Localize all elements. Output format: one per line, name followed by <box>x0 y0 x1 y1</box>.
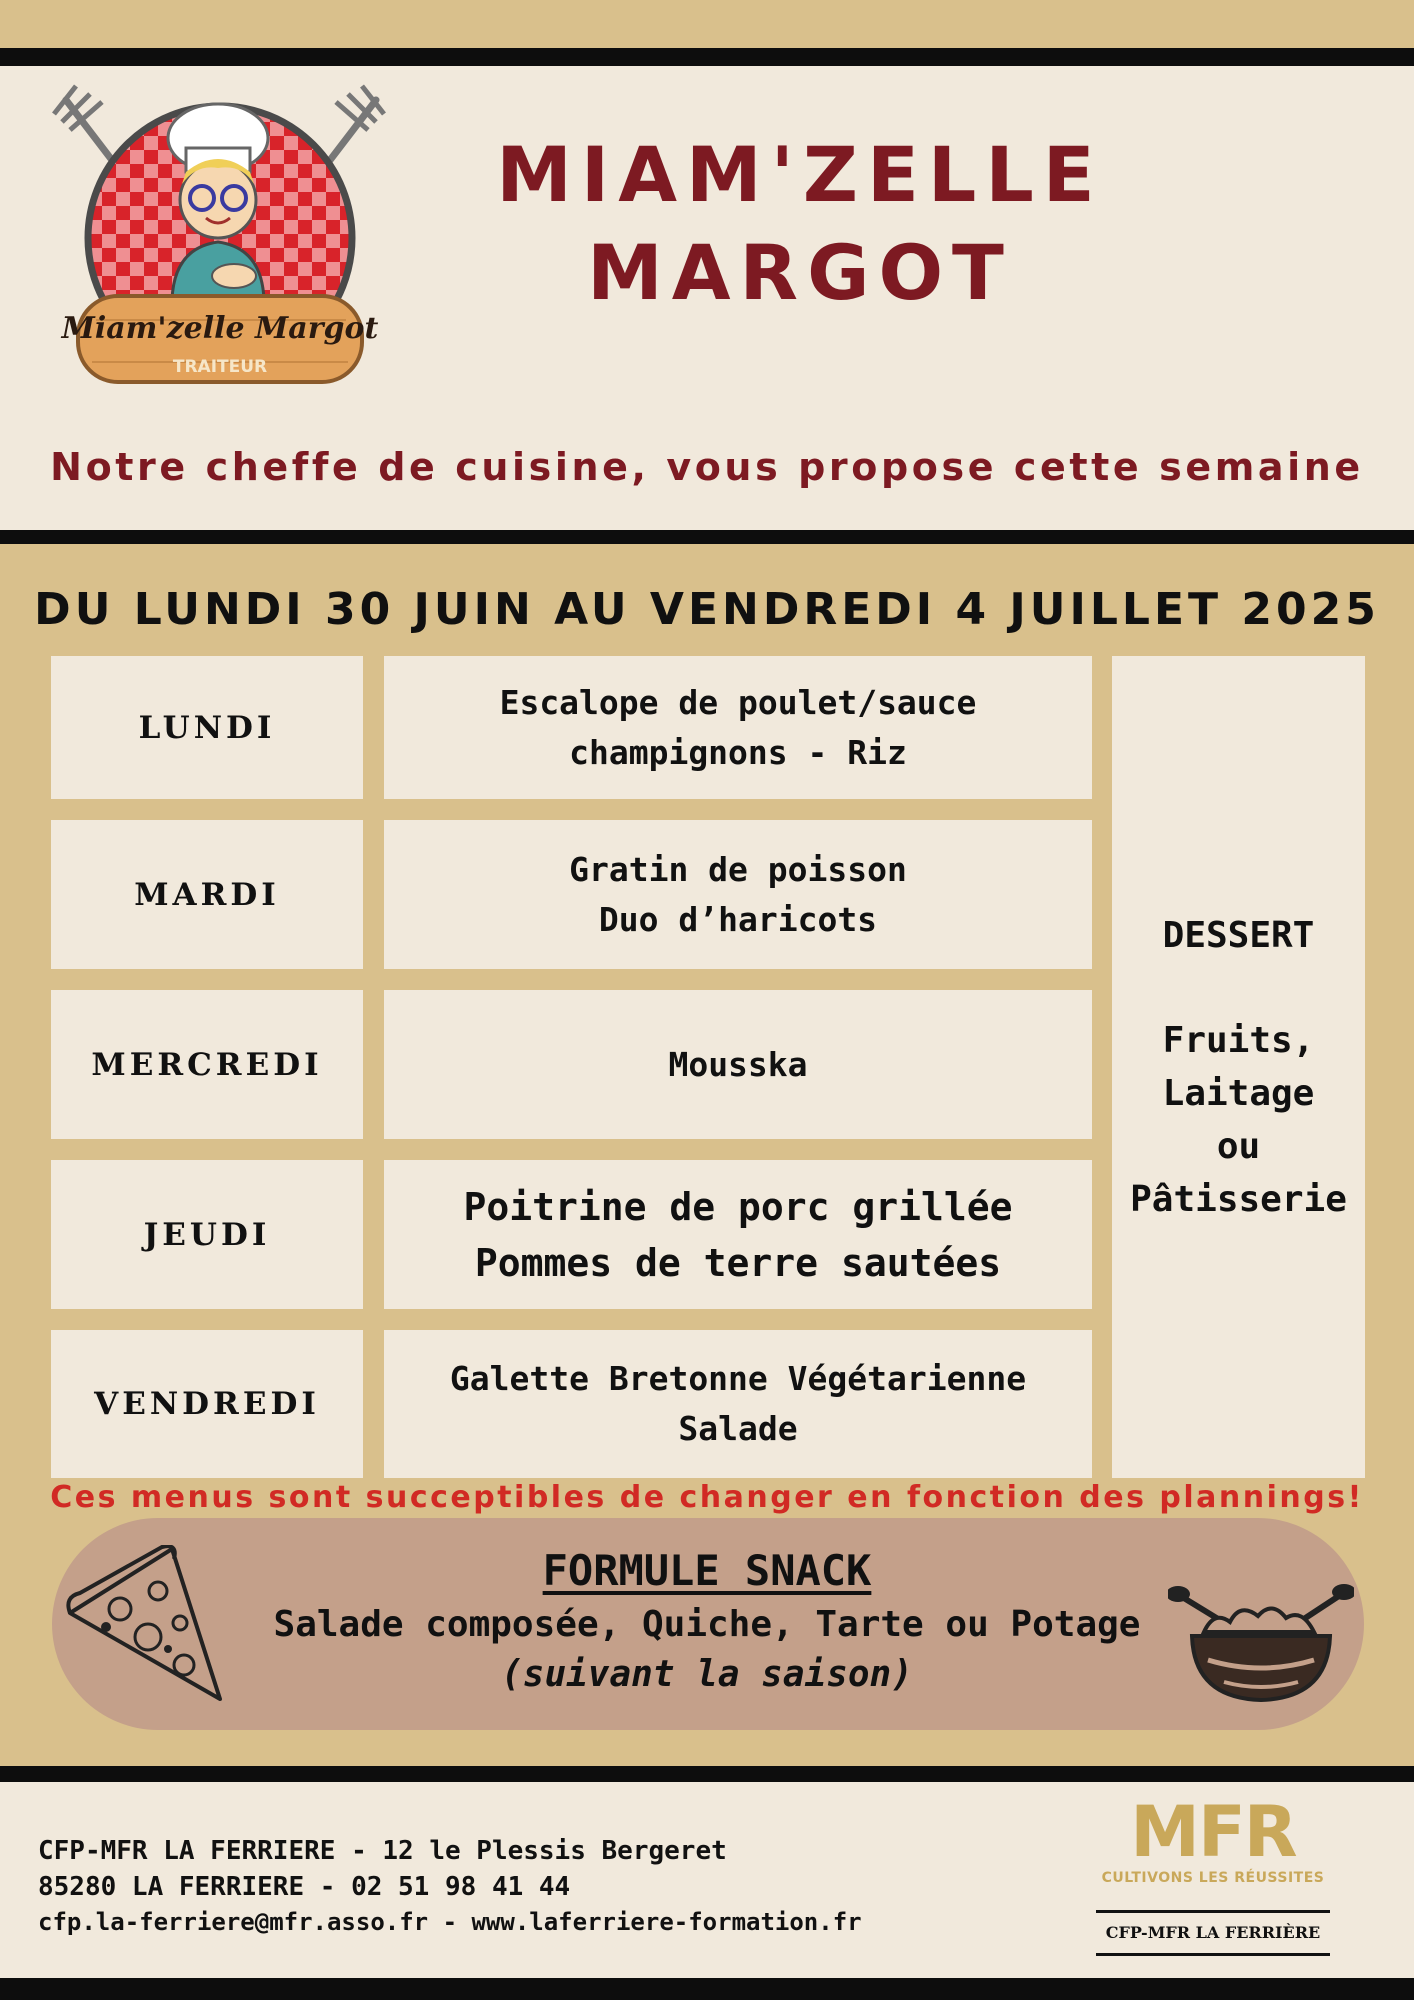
svg-text:Miam'zelle Margot: Miam'zelle Margot <box>61 311 379 346</box>
dessert-item: Laitage <box>1162 1072 1315 1114</box>
dish-line: Galette Bretonne Végétarienne <box>449 1359 1027 1398</box>
dessert-title: DESSERT <box>1162 914 1315 956</box>
page-title-line2: MARGOT <box>587 228 1013 317</box>
subtitle: Notre cheffe de cuisine, vous propose cette semaine <box>50 445 1364 489</box>
mfr-logo-text: MFR <box>1130 1791 1296 1873</box>
footer-divider <box>0 1766 1414 1782</box>
chef-logo <box>46 80 392 386</box>
bottom-border <box>0 1978 1414 2000</box>
dish-mercredi <box>384 990 1092 1139</box>
snack-options: Salade composée, Quiche, Tarte ou Potage <box>273 1604 1141 1645</box>
day-jeudi: JEUDI <box>51 1160 363 1309</box>
footer-address-line1: CFP-MFR LA FERRIERE - 12 le Plessis Bergeret <box>38 1836 727 1866</box>
change-warning: Ces menus sont succeptibles de changer en fonction des plannings! <box>50 1480 1364 1515</box>
mfr-logo <box>1088 1791 1338 1956</box>
footer-address-line2: 85280 LA FERRIERE - 02 51 98 41 44 <box>38 1872 571 1902</box>
dish-line: Mousska <box>668 1044 808 1084</box>
dish-line: champignons - Riz <box>569 732 907 772</box>
dessert-item: Fruits, <box>1162 1019 1315 1061</box>
footer-contact: cfp.la-ferriere@mfr.asso.fr - www.laferriere-formation.fr <box>38 1908 862 1936</box>
dish-line: Duo d’haricots <box>598 899 878 939</box>
day-mercredi: MERCREDI <box>51 990 363 1139</box>
dessert-panel <box>1112 656 1365 1478</box>
mfr-name: CFP-MFR LA FERRIÈRE <box>1105 1923 1321 1942</box>
day-vendredi: VENDREDI <box>51 1330 363 1478</box>
page-title-line1: MIAM'ZELLE <box>496 130 1104 219</box>
snack-note: (suivant la saison) <box>501 1654 913 1695</box>
snack-title: FORMULE SNACK <box>542 1546 872 1595</box>
day-lundi: LUNDI <box>51 656 363 799</box>
svg-text:TRAITEUR: TRAITEUR <box>172 357 268 377</box>
dessert-item: ou <box>1216 1125 1261 1167</box>
dish-jeudi <box>384 1160 1092 1309</box>
dish-line: Gratin de poisson <box>569 849 907 889</box>
top-border <box>0 48 1414 66</box>
dish-lundi <box>384 656 1092 799</box>
dish-line: Escalope de poulet/sauce <box>499 682 977 722</box>
day-mardi: MARDI <box>51 820 363 969</box>
dish-line: Poitrine de porc grillée <box>463 1184 1013 1229</box>
dish-vendredi <box>384 1330 1092 1478</box>
dish-mardi <box>384 820 1092 969</box>
dessert-item: Pâtisserie <box>1130 1178 1347 1220</box>
dish-line: Pommes de terre sautées <box>474 1240 1002 1285</box>
week-dates: DU LUNDI 30 JUIN AU VENDREDI 4 JUILLET 2025 <box>34 584 1380 635</box>
mfr-rule-bottom <box>1096 1953 1330 1956</box>
dish-line: Salade <box>678 1409 798 1448</box>
mfr-tagline: CULTIVONS LES RÉUSSITES <box>1101 1870 1325 1886</box>
header-divider <box>0 530 1414 544</box>
